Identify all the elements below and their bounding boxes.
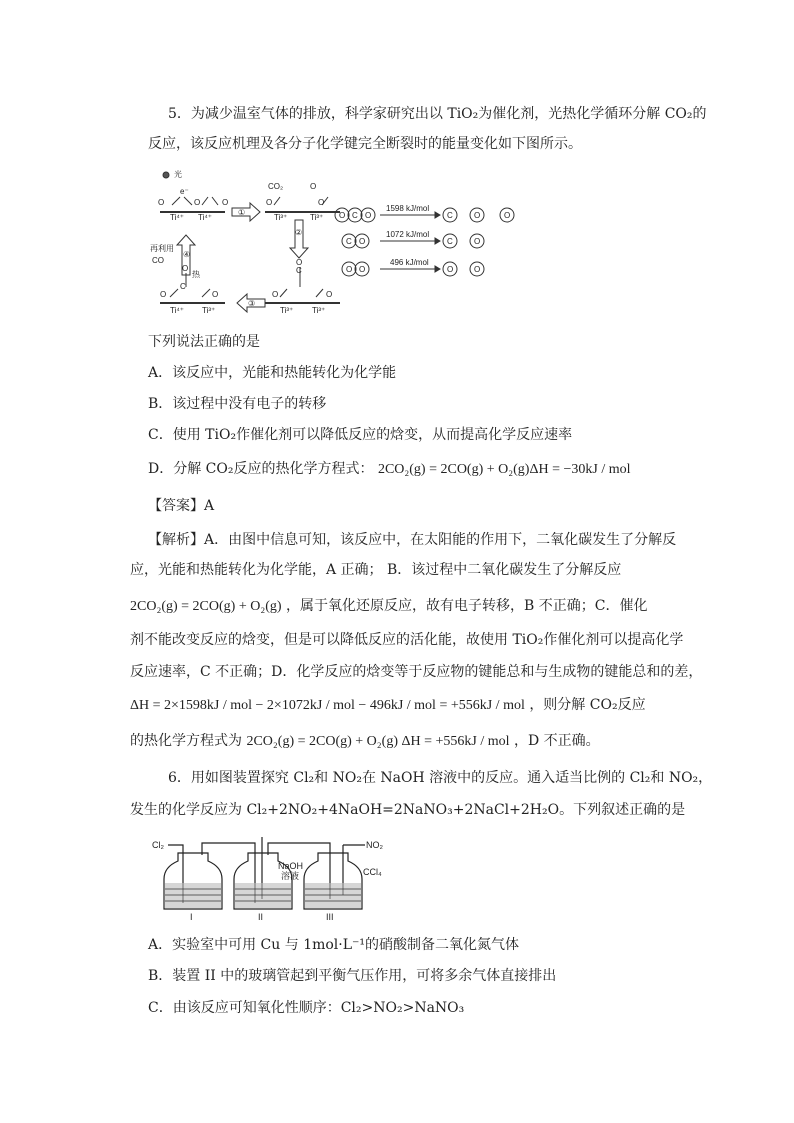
svg-text:O: O bbox=[359, 265, 366, 274]
q5-explanation-line6 bbox=[130, 695, 646, 716]
svg-text:C: C bbox=[180, 282, 186, 291]
svg-text:O: O bbox=[158, 198, 165, 207]
light-label: 光 bbox=[174, 170, 182, 179]
svg-text:O: O bbox=[310, 182, 317, 191]
step-2-label: ② bbox=[295, 228, 303, 237]
naoh-label: NaOH bbox=[278, 861, 304, 871]
q6-option-b: B．装置 II 中的玻璃管起到平衡气压作用，可将多余气体直接排出 bbox=[148, 968, 557, 984]
q5-explanation-text7a: 的热化学方程式为 bbox=[130, 733, 242, 749]
svg-text:C: C bbox=[447, 237, 453, 246]
energy-label-co: 1072 kJ/mol bbox=[386, 230, 430, 239]
heat-label: 热 bbox=[192, 270, 200, 279]
ti-label: Ti³⁺ bbox=[274, 213, 288, 222]
bottle-3-label: III bbox=[326, 912, 334, 922]
co-label: CO bbox=[152, 256, 164, 265]
svg-text:O: O bbox=[194, 198, 201, 207]
q5-explanation-text7b: ，D 不正确。 bbox=[513, 733, 600, 749]
svg-text:e⁻: e⁻ bbox=[180, 187, 189, 196]
q5-option-d-text: D．分解 CO₂反应的热化学方程式： bbox=[148, 461, 374, 477]
svg-text:O: O bbox=[296, 258, 303, 267]
q5-explanation-text6: ，则分解 CO₂反应 bbox=[529, 697, 646, 713]
svg-text:O: O bbox=[365, 211, 372, 220]
q5-option-a: A．该反应中，光能和热能转化为化学能 bbox=[148, 365, 397, 381]
q5-option-b: B．该过程中没有电子的转移 bbox=[148, 396, 327, 412]
svg-text:O: O bbox=[326, 290, 333, 299]
svg-text:O: O bbox=[339, 211, 346, 220]
svg-text:O: O bbox=[474, 211, 481, 220]
ti-label: Ti⁴⁺ bbox=[170, 213, 185, 222]
ti-label: Ti³⁺ bbox=[310, 213, 324, 222]
q5-explanation-text3: ，属于氧化还原反应，故有电子转移，B 不正确；C．催化 bbox=[286, 598, 648, 614]
svg-text:C: C bbox=[346, 237, 352, 246]
svg-text:C: C bbox=[296, 266, 302, 275]
q5-option-d-equation: 2CO₂(g) = 2CO(g) + O₂(g)ΔH = −30kJ / mol bbox=[377, 462, 631, 477]
q5-option-c: C．使用 TiO₂作催化剂可以降低反应的焓变，从而提高化学反应速率 bbox=[148, 427, 573, 443]
svg-text:O: O bbox=[318, 198, 325, 207]
svg-text:O: O bbox=[504, 211, 511, 220]
svg-text:O: O bbox=[222, 198, 229, 207]
q5-explanation-eq3: 2CO₂(g) = 2CO(g) + O₂(g) ΔH = +556kJ / mol bbox=[246, 734, 510, 749]
q5-prompt: 下列说法正确的是 bbox=[148, 334, 260, 350]
svg-text:O: O bbox=[474, 237, 481, 246]
ti-label: Ti⁴⁺ bbox=[170, 306, 185, 315]
q5-stem-line2: 反应，该反应机理及各分子化学键完全断裂时的能量变化如下图所示。 bbox=[148, 136, 582, 152]
q5-explanation-eq1: 2CO₂(g) = 2CO(g) + O₂(g) bbox=[130, 599, 282, 614]
q6-option-c: C．由该反应可知氧化性顺序：Cl₂>NO₂>NaNO₃ bbox=[148, 1000, 465, 1016]
svg-text:C: C bbox=[447, 211, 453, 220]
q5-answer: 【答案】A bbox=[148, 498, 215, 514]
svg-text:O: O bbox=[182, 264, 189, 273]
q5-explanation-line3 bbox=[130, 596, 647, 617]
q6-stem-line2: 发生的化学反应为 Cl₂+2NO₂+4NaOH=2NaNO₃+2NaCl+2H₂O。下列叙述正确的是 bbox=[130, 802, 686, 818]
q5-explanation-line7 bbox=[130, 731, 600, 752]
q6-stem-line1: 6．用如图装置探究 Cl₂和 NO₂在 NaOH 溶液中的反应。通入适当比例的 Cl₂和 NO₂， bbox=[168, 770, 713, 786]
q5-explanation-line4: 剂不能改变反应的焓变，但是可以降低反应的活化能，故使用 TiO₂作催化剂可以提高化学 bbox=[130, 632, 684, 648]
q5-stem-line1: 5．为减少温室气体的排放，科学家研究出以 TiO₂为催化剂，光热化学循环分解 CO₂的 bbox=[168, 106, 707, 122]
svg-text:O: O bbox=[346, 265, 353, 274]
energy-label-co2: 1598 kJ/mol bbox=[386, 204, 430, 213]
reuse-label: 再利用 bbox=[150, 244, 174, 253]
q5-explanation-line5: 反应速率，C 不正确；D．化学反应的焓变等于反应物的键能总和与生成物的键能总和的差， bbox=[130, 664, 703, 680]
ti-label: Ti⁴⁺ bbox=[198, 213, 213, 222]
ti-label: Ti³⁺ bbox=[280, 306, 294, 315]
cl2-label: Cl₂ bbox=[152, 840, 164, 850]
q5-explanation-line2: 应，光能和热能转化为化学能，A 正确； B．该过程中二氧化碳发生了分解反应 bbox=[130, 562, 622, 578]
q6-apparatus-diagram bbox=[150, 833, 383, 923]
svg-text:O: O bbox=[359, 237, 366, 246]
energy-label-o2: 496 kJ/mol bbox=[390, 258, 429, 267]
step-3-label: ③ bbox=[248, 299, 256, 308]
ti-label: Ti³⁺ bbox=[202, 306, 216, 315]
bottle-1-label: I bbox=[190, 912, 193, 922]
q5-mechanism-diagram bbox=[150, 165, 530, 325]
svg-text:O: O bbox=[272, 290, 279, 299]
solution-label: 溶液 bbox=[281, 871, 300, 881]
ccl4-label: CCl₄ bbox=[363, 867, 382, 877]
svg-text:O: O bbox=[266, 198, 273, 207]
ti-label: Ti³⁺ bbox=[312, 306, 326, 315]
q5-explanation-eq2: ΔH = 2×1598kJ / mol − 2×1072kJ / mol − 496kJ / mol = +556kJ / mol bbox=[130, 698, 525, 713]
svg-text:C: C bbox=[352, 211, 358, 220]
no2-label: NO₂ bbox=[366, 840, 383, 850]
svg-text:O: O bbox=[212, 290, 219, 299]
svg-text:O: O bbox=[447, 265, 454, 274]
svg-text:CO₂: CO₂ bbox=[268, 182, 284, 191]
bottle-2-label: II bbox=[258, 912, 264, 922]
q6-option-a: A．实验室中可用 Cu 与 1mol·L⁻¹的硝酸制备二氧化氮气体 bbox=[148, 937, 520, 953]
q5-option-d bbox=[148, 459, 631, 480]
step-4-label: ④ bbox=[183, 250, 191, 259]
q5-explanation-line1: 【解析】A．由图中信息可知，该反应中，在太阳能的作用下，二氧化碳发生了分解反 bbox=[148, 532, 677, 548]
step-1-label: ① bbox=[238, 208, 246, 217]
svg-text:O: O bbox=[160, 290, 167, 299]
svg-text:O: O bbox=[474, 265, 481, 274]
